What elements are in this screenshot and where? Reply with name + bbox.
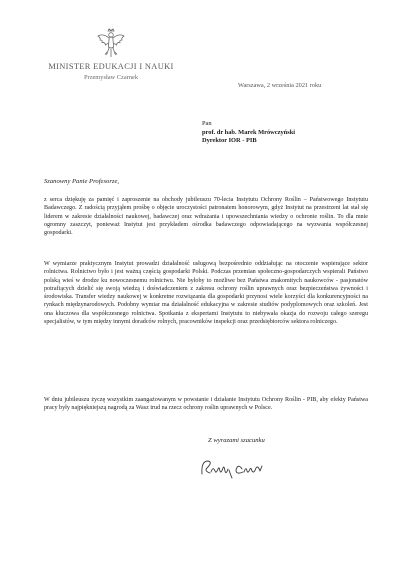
handwritten-signature-icon: [198, 456, 272, 480]
addressee-block: [202, 120, 295, 146]
body-paragraph-3: W dniu jubileuszu życzę wszystkim zaangażowanym w powstanie i działanie Instytutu Ochrony Roślin - PIB, aby efekty Państwa pracy były najpiękniejszą nagrodą za Wasz trud na rzecz ochrony roślin uprawnych w Polsce.: [44, 397, 368, 412]
letter-date: Warszawa, 2 września 2021 roku: [238, 82, 322, 89]
salutation: Szanowny Panie Profesorze,: [44, 178, 120, 185]
polish-eagle-emblem-icon: [96, 28, 126, 60]
closing-phrase: Z wyrazami szacunku: [208, 437, 265, 444]
ministry-name: MINISTER EDUKACJI I NAUKI: [48, 62, 174, 71]
minister-name: Przemysław Czarnek: [83, 74, 139, 81]
addressee-name: prof. dr hab. Marek Mrówczyński: [202, 128, 296, 136]
addressee-position: Dyrektor IOR - PIB: [202, 137, 257, 145]
addressee-honorific: Pan: [202, 120, 212, 127]
body-paragraph-2: W wymiarze praktycznym Instytut prowadzi działalność usługową bezpośrednio oddziałując na otoczenie wspierające sektor rolnictwa. Rolnictwo było i jest ważną częścią gospodarki Polski. Podczas przemian społeczno-gospodarczych wspierali Państwo polską wieś w drodze ku nowoczesnemu rolnictwu. Nie byłoby to możliwe bez Państwa znakomitych naukowców - pasjonatów potrafiących dzielić się swoją wiedzą i doświadczeniem z zakresu ochrony roślin uprawnych oraz bezpieczeństwa żywności i środowiska. Transfer wiedzy naukowej w konkretne rozwiązania dla gospodarki przynosi wiele korzyści dla konkurencyjności na rynkach międzynarodowych. Podobny wymiar ma działalność edukacyjna w zakresie studiów podyplomowych oraz szkoleń. Jest ona kluczowa dla współczesnego rolnictwa. Spotkania z ekspertami Instytutu to niebywała okazja do rozwoju całego szeregu specjalistów, w tym między innymi doradców rolnych, pracowników inspekcji oraz przedsiębiorców sektora rolniczego.: [44, 261, 368, 326]
body-paragraph-1: z serca dziękuję za pamięć i zaproszenie na obchody jubileuszu 70-lecia Instytutu Ochrony Roślin – Państwowego Instytutu Badawczego. Z radością przyjąłem prośbę o objęcie uroczystości patronatem honorowym, gdyż Instytut na przestrzeni lat stał się liderem w zakresie działalności naukowej, badawczej oraz wdrażania i upowszechniania wiedzy o ochronie roślin. To dla mnie ogromny zaszczyt, ponieważ Instytut jest przykładem ośrodka badawczego odpowiadającego na wyzwania współczesnej gospodarki.: [44, 197, 368, 237]
